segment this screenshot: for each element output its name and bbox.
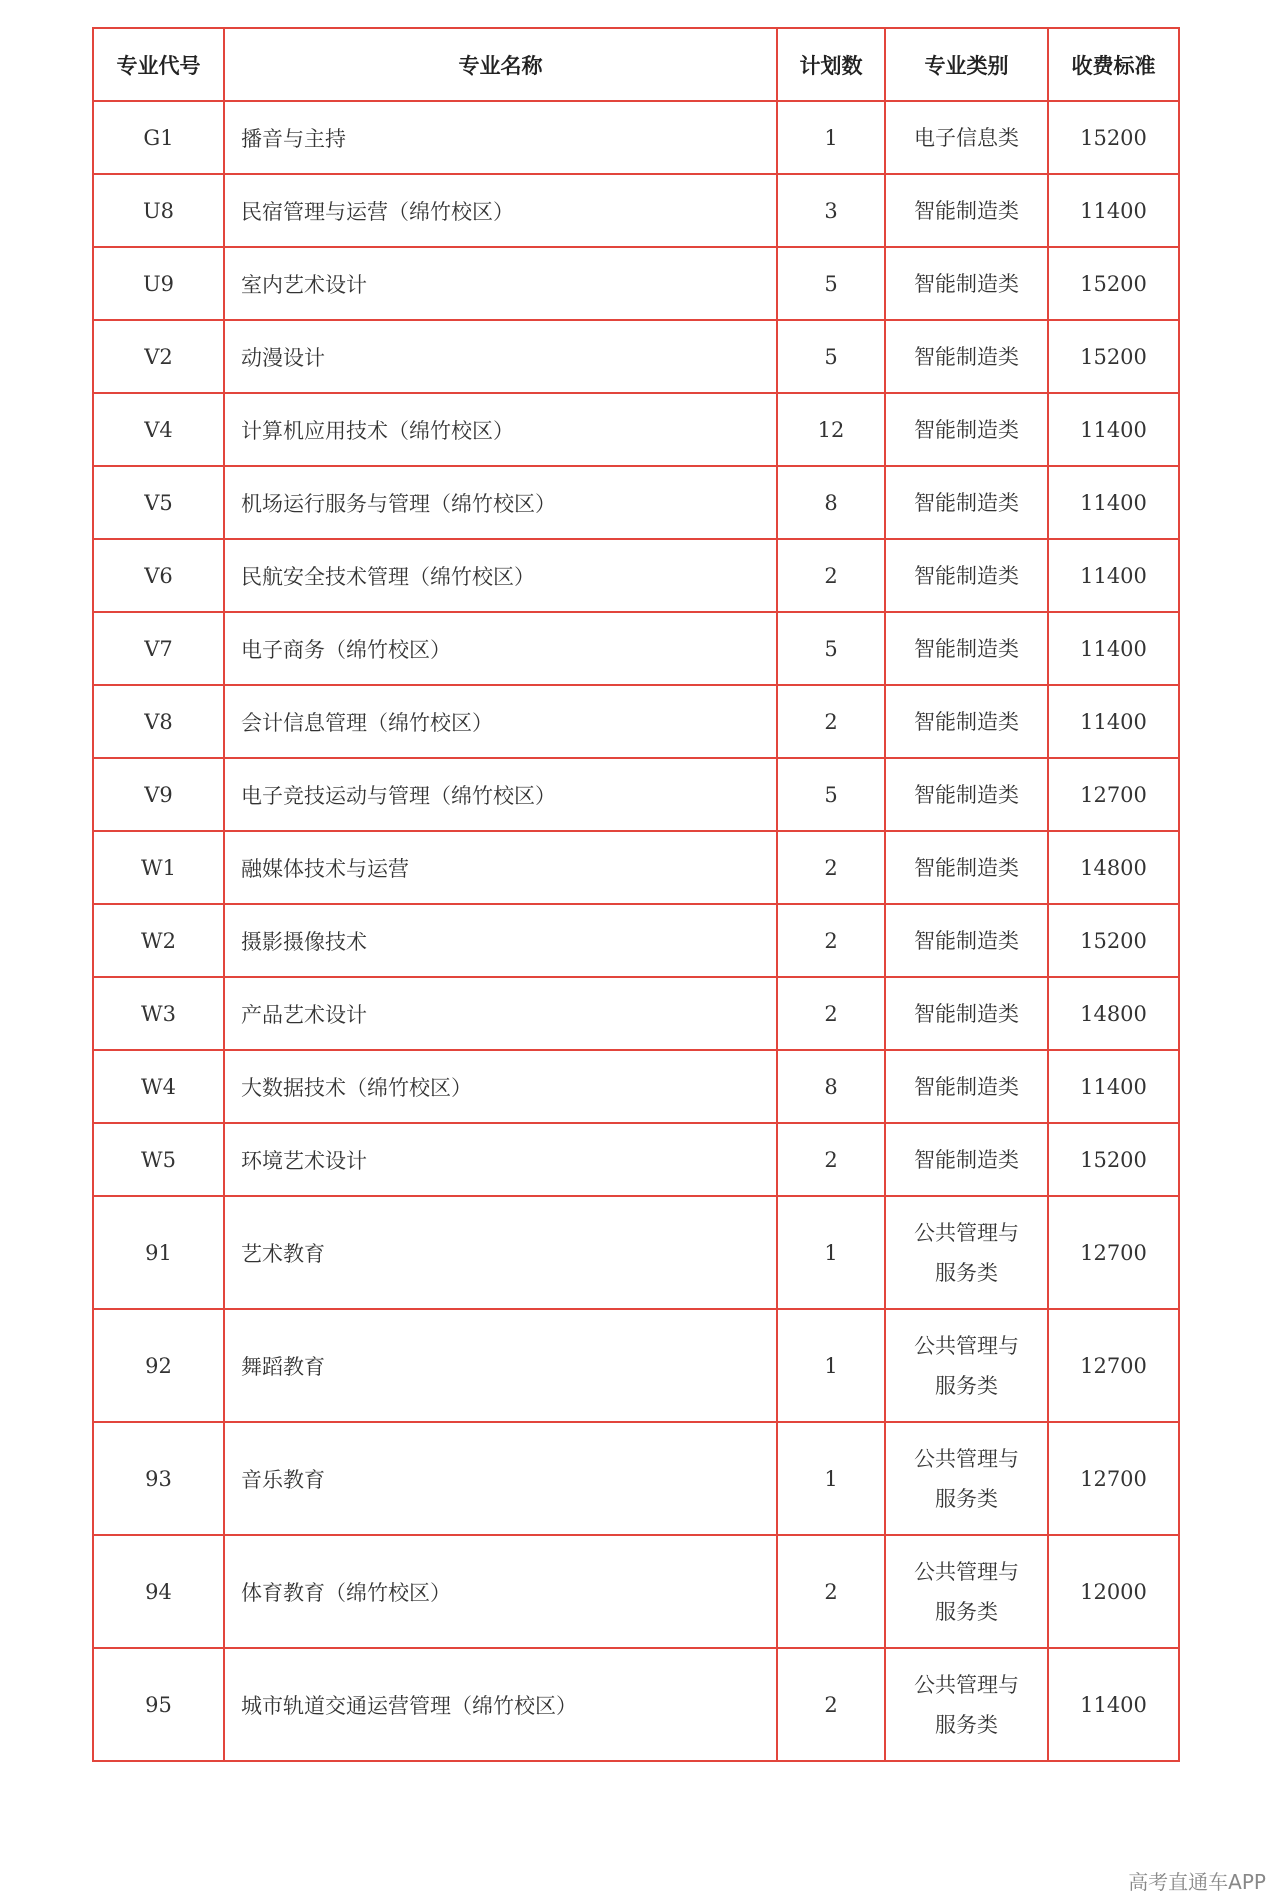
cell-code: V6 (93, 539, 224, 612)
cell-code: 93 (93, 1422, 224, 1535)
cell-name: 产品艺术设计 (224, 977, 777, 1050)
cell-plan: 2 (777, 685, 885, 758)
table-header-row (93, 28, 1179, 101)
cell-category (885, 101, 1048, 174)
cell-name: 环境艺术设计 (224, 1123, 777, 1196)
cell-name: 舞蹈教育 (224, 1309, 777, 1422)
cell-fee: 12700 (1048, 758, 1179, 831)
category-text: 智能制造类 (914, 271, 1019, 296)
cell-plan: 2 (777, 904, 885, 977)
category-text: 电子信息类 (914, 125, 1019, 150)
table-row (93, 1196, 1179, 1309)
cell-name: 电子竞技运动与管理（绵竹校区） (224, 758, 777, 831)
category-text: 公共管理与服务类 (914, 1672, 1019, 1737)
cell-plan: 1 (777, 1422, 885, 1535)
cell-code: W3 (93, 977, 224, 1050)
watermark: 高考直通车APP (1128, 1870, 1266, 1894)
cell-plan: 2 (777, 1123, 885, 1196)
cell-plan: 1 (777, 1309, 885, 1422)
cell-plan: 2 (777, 1535, 885, 1648)
cell-category (885, 612, 1048, 685)
category-text: 公共管理与服务类 (914, 1220, 1019, 1285)
cell-code: V4 (93, 393, 224, 466)
cell-fee: 12700 (1048, 1422, 1179, 1535)
table-row (93, 977, 1179, 1050)
cell-fee: 15200 (1048, 904, 1179, 977)
cell-category (885, 247, 1048, 320)
category-text: 智能制造类 (914, 563, 1019, 588)
cell-category (885, 539, 1048, 612)
header-plan: 计划数 (777, 28, 885, 101)
cell-plan: 2 (777, 977, 885, 1050)
cell-fee: 11400 (1048, 174, 1179, 247)
cell-fee: 11400 (1048, 1648, 1179, 1761)
table-body (93, 101, 1179, 1761)
cell-code: U8 (93, 174, 224, 247)
category-text: 智能制造类 (914, 198, 1019, 223)
cell-category (885, 831, 1048, 904)
cell-plan: 2 (777, 1648, 885, 1761)
cell-name: 体育教育（绵竹校区） (224, 1535, 777, 1648)
table-row (93, 685, 1179, 758)
cell-code: W1 (93, 831, 224, 904)
category-text: 智能制造类 (914, 855, 1019, 880)
cell-fee: 12700 (1048, 1196, 1179, 1309)
cell-code: V7 (93, 612, 224, 685)
table-row (93, 612, 1179, 685)
cell-category (885, 1123, 1048, 1196)
cell-category (885, 1648, 1048, 1761)
cell-category (885, 1535, 1048, 1648)
header-fee: 收费标准 (1048, 28, 1179, 101)
cell-fee: 15200 (1048, 247, 1179, 320)
cell-code: V2 (93, 320, 224, 393)
cell-code: W5 (93, 1123, 224, 1196)
cell-name: 机场运行服务与管理（绵竹校区） (224, 466, 777, 539)
cell-fee: 12700 (1048, 1309, 1179, 1422)
header-name: 专业名称 (224, 28, 777, 101)
table-row (93, 247, 1179, 320)
cell-code: 91 (93, 1196, 224, 1309)
cell-plan: 2 (777, 831, 885, 904)
cell-fee: 11400 (1048, 393, 1179, 466)
header-code: 专业代号 (93, 28, 224, 101)
cell-code: W2 (93, 904, 224, 977)
cell-plan: 1 (777, 101, 885, 174)
cell-name: 摄影摄像技术 (224, 904, 777, 977)
cell-plan: 12 (777, 393, 885, 466)
cell-name: 音乐教育 (224, 1422, 777, 1535)
cell-code: 92 (93, 1309, 224, 1422)
cell-fee: 14800 (1048, 831, 1179, 904)
cell-plan: 1 (777, 1196, 885, 1309)
cell-category (885, 320, 1048, 393)
cell-name: 城市轨道交通运营管理（绵竹校区） (224, 1648, 777, 1761)
cell-category (885, 1196, 1048, 1309)
table-row (93, 320, 1179, 393)
header-category: 专业类别 (885, 28, 1048, 101)
table-row (93, 904, 1179, 977)
cell-fee: 11400 (1048, 466, 1179, 539)
cell-category (885, 1050, 1048, 1123)
category-text: 公共管理与服务类 (914, 1559, 1019, 1624)
cell-code: 95 (93, 1648, 224, 1761)
cell-name: 民航安全技术管理（绵竹校区） (224, 539, 777, 612)
cell-fee: 11400 (1048, 612, 1179, 685)
category-text: 智能制造类 (914, 344, 1019, 369)
cell-category (885, 1422, 1048, 1535)
cell-plan: 5 (777, 247, 885, 320)
cell-plan: 5 (777, 612, 885, 685)
cell-fee: 15200 (1048, 101, 1179, 174)
cell-category (885, 466, 1048, 539)
majors-table (92, 27, 1180, 1762)
cell-code: W4 (93, 1050, 224, 1123)
cell-category (885, 1309, 1048, 1422)
cell-fee: 12000 (1048, 1535, 1179, 1648)
cell-name: 融媒体技术与运营 (224, 831, 777, 904)
cell-fee: 15200 (1048, 1123, 1179, 1196)
table-row (93, 393, 1179, 466)
cell-name: 民宿管理与运营（绵竹校区） (224, 174, 777, 247)
cell-plan: 5 (777, 758, 885, 831)
table-row (93, 1123, 1179, 1196)
table-row (93, 101, 1179, 174)
cell-plan: 2 (777, 539, 885, 612)
cell-category (885, 174, 1048, 247)
cell-plan: 8 (777, 1050, 885, 1123)
table-row (93, 1535, 1179, 1648)
category-text: 智能制造类 (914, 1001, 1019, 1026)
cell-fee: 14800 (1048, 977, 1179, 1050)
cell-code: V9 (93, 758, 224, 831)
table-row (93, 1648, 1179, 1761)
category-text: 智能制造类 (914, 636, 1019, 661)
cell-plan: 8 (777, 466, 885, 539)
cell-name: 会计信息管理（绵竹校区） (224, 685, 777, 758)
category-text: 智能制造类 (914, 709, 1019, 734)
cell-name: 室内艺术设计 (224, 247, 777, 320)
category-text: 智能制造类 (914, 782, 1019, 807)
cell-fee: 11400 (1048, 1050, 1179, 1123)
table-row (93, 466, 1179, 539)
cell-code: G1 (93, 101, 224, 174)
cell-category (885, 393, 1048, 466)
cell-name: 播音与主持 (224, 101, 777, 174)
table-row (93, 1309, 1179, 1422)
cell-category (885, 685, 1048, 758)
category-text: 智能制造类 (914, 1147, 1019, 1172)
cell-category (885, 977, 1048, 1050)
category-text: 智能制造类 (914, 928, 1019, 953)
cell-code: V5 (93, 466, 224, 539)
cell-category (885, 904, 1048, 977)
cell-name: 计算机应用技术（绵竹校区） (224, 393, 777, 466)
category-text: 智能制造类 (914, 490, 1019, 515)
cell-name: 电子商务（绵竹校区） (224, 612, 777, 685)
cell-fee: 11400 (1048, 685, 1179, 758)
cell-code: U9 (93, 247, 224, 320)
table-row (93, 1422, 1179, 1535)
table-row (93, 1050, 1179, 1123)
table-row (93, 539, 1179, 612)
cell-name: 艺术教育 (224, 1196, 777, 1309)
category-text: 公共管理与服务类 (914, 1333, 1019, 1398)
cell-plan: 5 (777, 320, 885, 393)
cell-code: 94 (93, 1535, 224, 1648)
cell-plan: 3 (777, 174, 885, 247)
cell-code: V8 (93, 685, 224, 758)
table-row (93, 758, 1179, 831)
category-text: 智能制造类 (914, 1074, 1019, 1099)
table-row (93, 831, 1179, 904)
category-text: 公共管理与服务类 (914, 1446, 1019, 1511)
cell-fee: 15200 (1048, 320, 1179, 393)
cell-name: 大数据技术（绵竹校区） (224, 1050, 777, 1123)
cell-category (885, 758, 1048, 831)
cell-fee: 11400 (1048, 539, 1179, 612)
category-text: 智能制造类 (914, 417, 1019, 442)
table-row (93, 174, 1179, 247)
cell-name: 动漫设计 (224, 320, 777, 393)
